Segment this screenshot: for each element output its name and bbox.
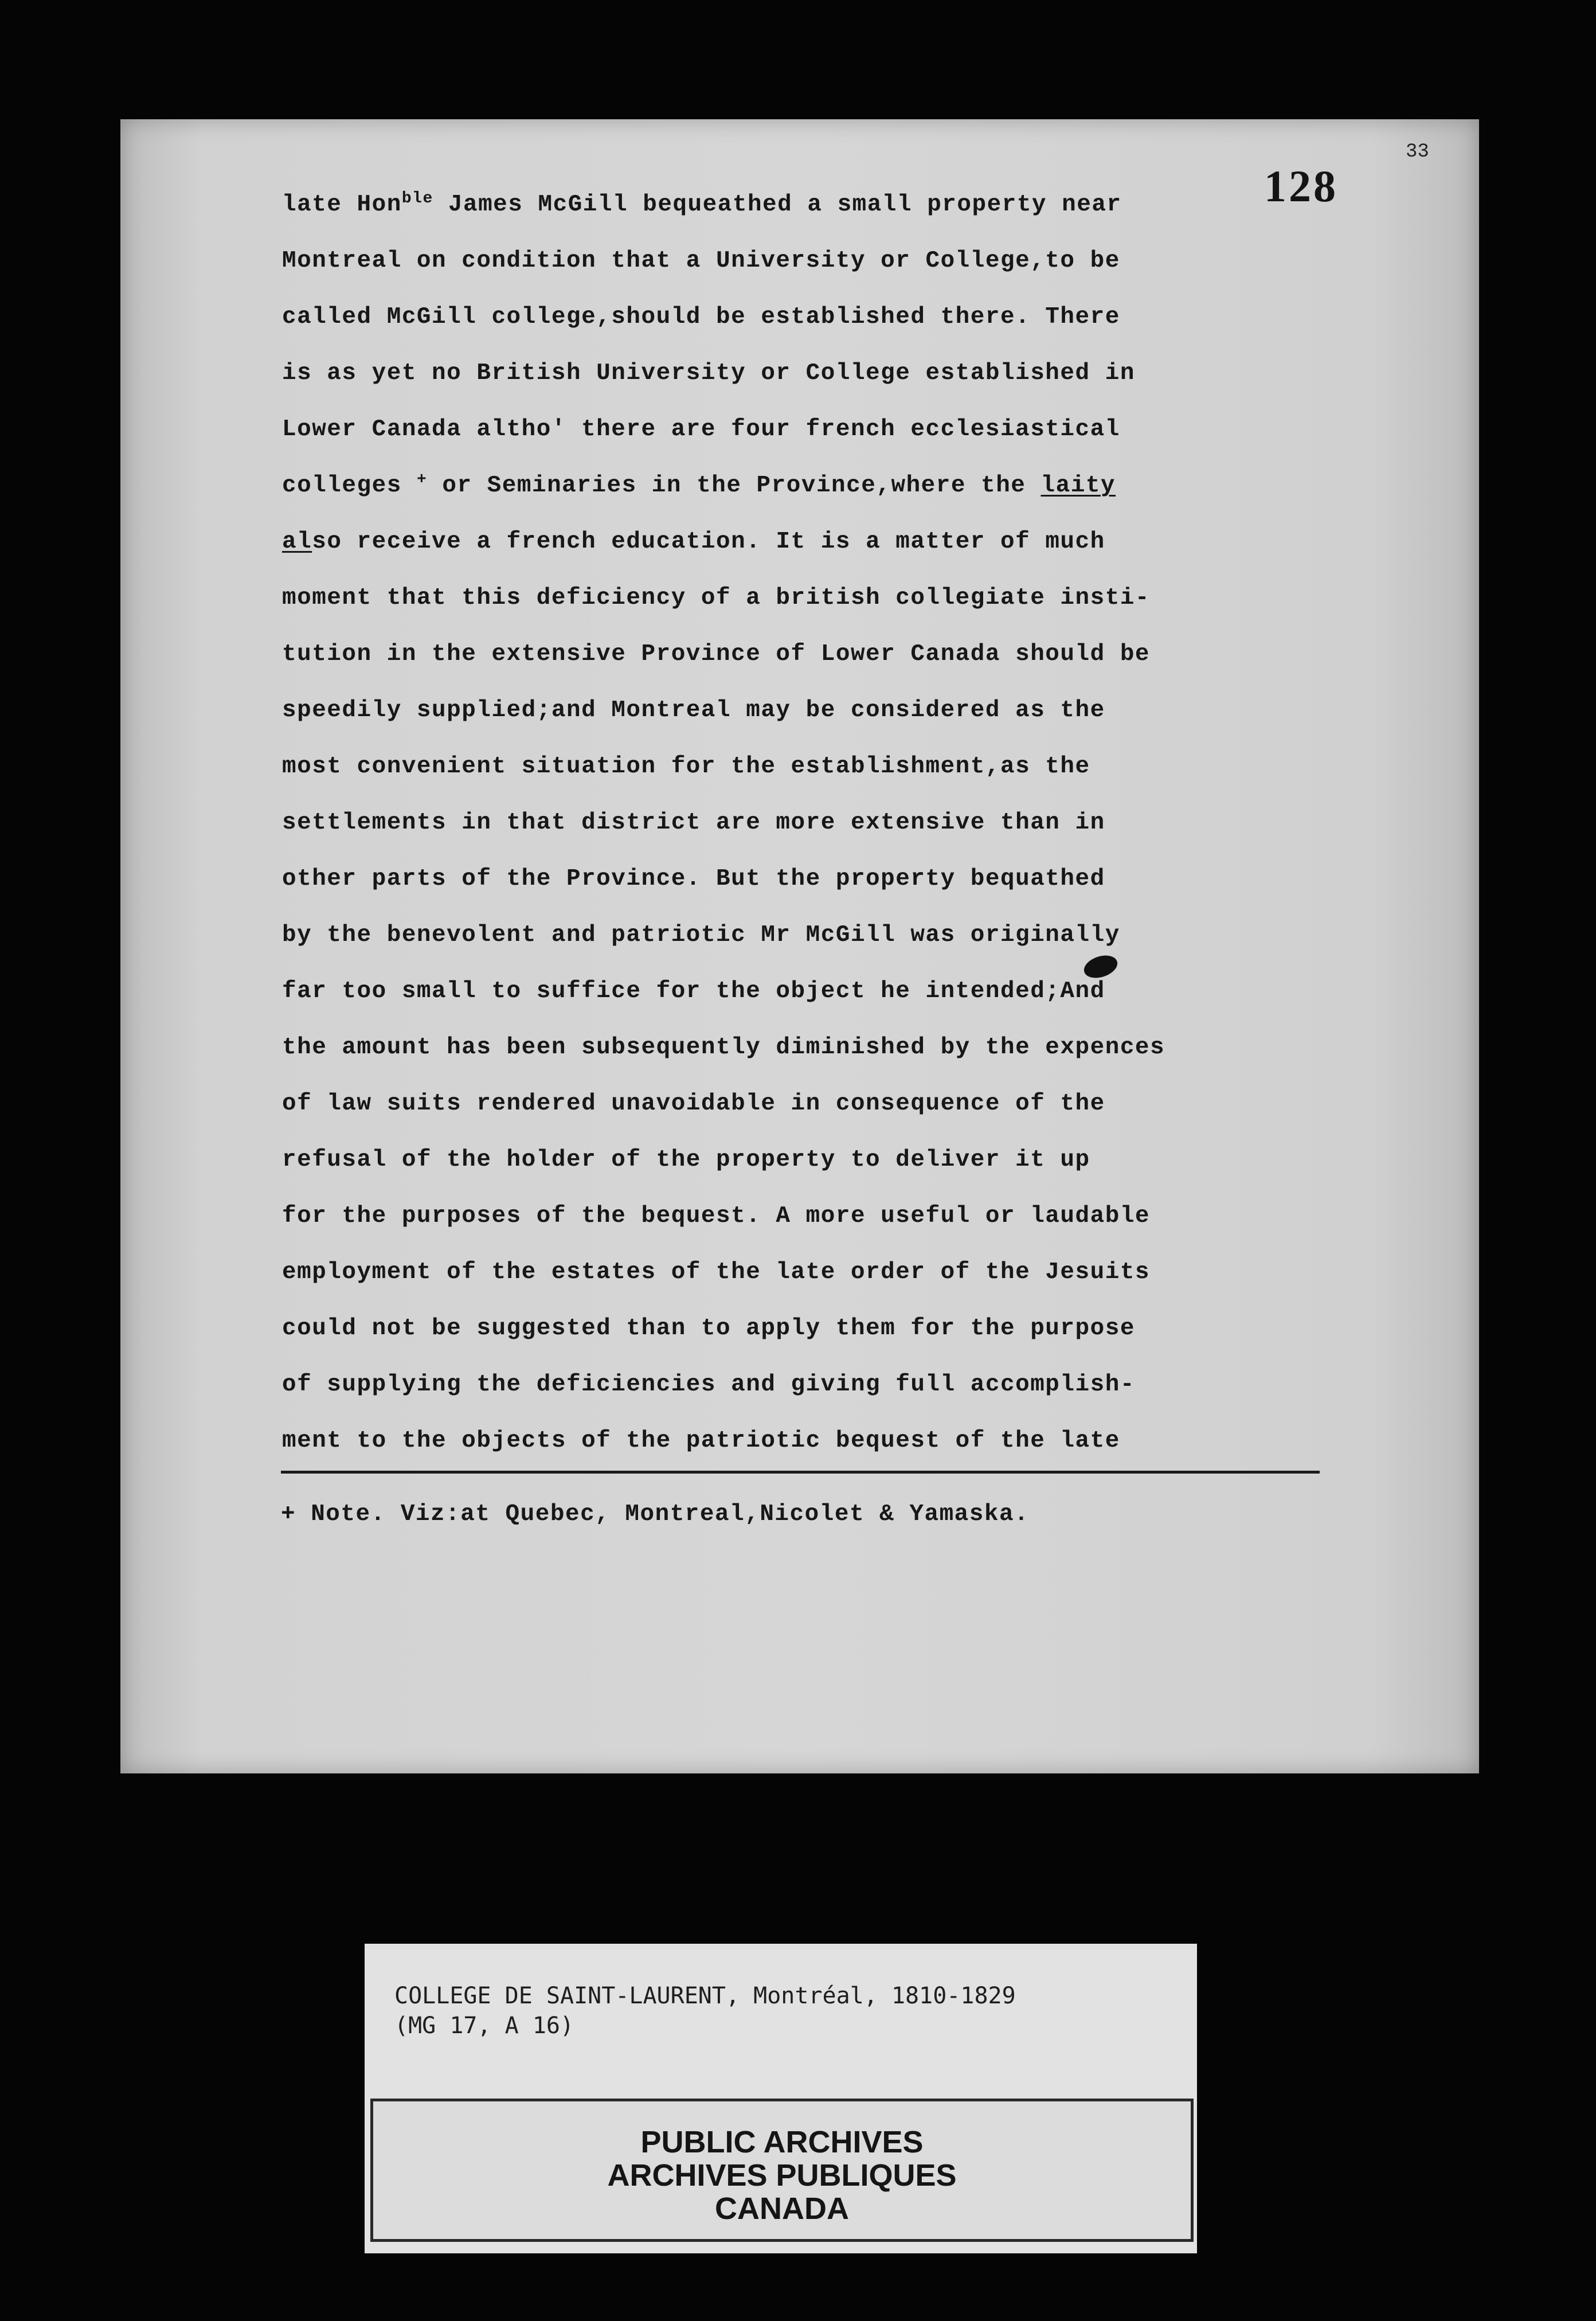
footnote-divider xyxy=(281,1471,1320,1474)
typed-body-text xyxy=(282,177,1337,1469)
text-line: speedily supplied;and Montreal may be considered as the xyxy=(282,697,1105,724)
archives-stamp xyxy=(370,2099,1194,2242)
text-line: employment of the estates of the late order of the Jesuits xyxy=(282,1259,1151,1285)
text-line: settlements in that district are more extensive than in xyxy=(282,810,1105,836)
text-line: refusal of the holder of the property to deliver it up xyxy=(282,1147,1090,1173)
text-line: tution in the extensive Province of Lower Canada should be xyxy=(282,641,1151,667)
folio-number: 33 xyxy=(1406,141,1429,163)
text-line: late Hon$^{ble}$ James McGill bequeathed a small property near xyxy=(282,190,1122,218)
text-line: Lower Canada altho' there are four french ecclesiastical xyxy=(282,416,1120,443)
text-line: far too small to suffice for the object he intended;And xyxy=(282,978,1105,1005)
archive-label-card xyxy=(365,1944,1197,2253)
text-line: most convenient situation for the establishment,as the xyxy=(282,753,1090,780)
text-line: other parts of the Province. But the property bequathed xyxy=(282,866,1105,892)
text-line: by the benevolent and patriotic Mr McGill was originally xyxy=(282,922,1120,948)
stamp-line-french: ARCHIVES PUBLIQUES xyxy=(607,2158,957,2193)
stamp-line-country: CANADA xyxy=(715,2191,849,2226)
text-line: could not be suggested than to apply them for the purpose xyxy=(282,1315,1135,1342)
text-line: Montreal on condition that a University or College,to be xyxy=(282,248,1120,274)
text-line: of law suits rendered unavoidable in consequence of the xyxy=(282,1091,1105,1117)
footnote: + Note. Viz:at Quebec, Montreal,Nicolet & Yamaska. xyxy=(281,1501,1030,1527)
text-line: colleges + or Seminaries in the Province,where the laity xyxy=(282,471,1116,499)
text-line: moment that this deficiency of a british collegiate insti- xyxy=(282,585,1151,611)
page-number: 128 xyxy=(1264,161,1338,211)
stamp-line-english: PUBLIC ARCHIVES xyxy=(640,2125,924,2159)
text-line: also receive a french education. It is a matter of much xyxy=(282,529,1105,555)
collection-reference: (MG 17, A 16) xyxy=(394,2013,574,2039)
text-line: is as yet no British University or College established in xyxy=(282,360,1135,386)
text-line: the amount has been subsequently diminished by the expences xyxy=(282,1034,1165,1061)
text-line: for the purposes of the bequest. A more useful or laudable xyxy=(282,1203,1151,1229)
text-line: called McGill college,should be established there. There xyxy=(282,304,1120,330)
collection-title: COLLEGE DE SAINT-LAURENT, Montréal, 1810-1829 xyxy=(394,1983,1016,2009)
text-line: ment to the objects of the patriotic bequest of the late xyxy=(282,1428,1120,1454)
text-line: of supplying the deficiencies and giving full accomplish- xyxy=(282,1372,1135,1398)
